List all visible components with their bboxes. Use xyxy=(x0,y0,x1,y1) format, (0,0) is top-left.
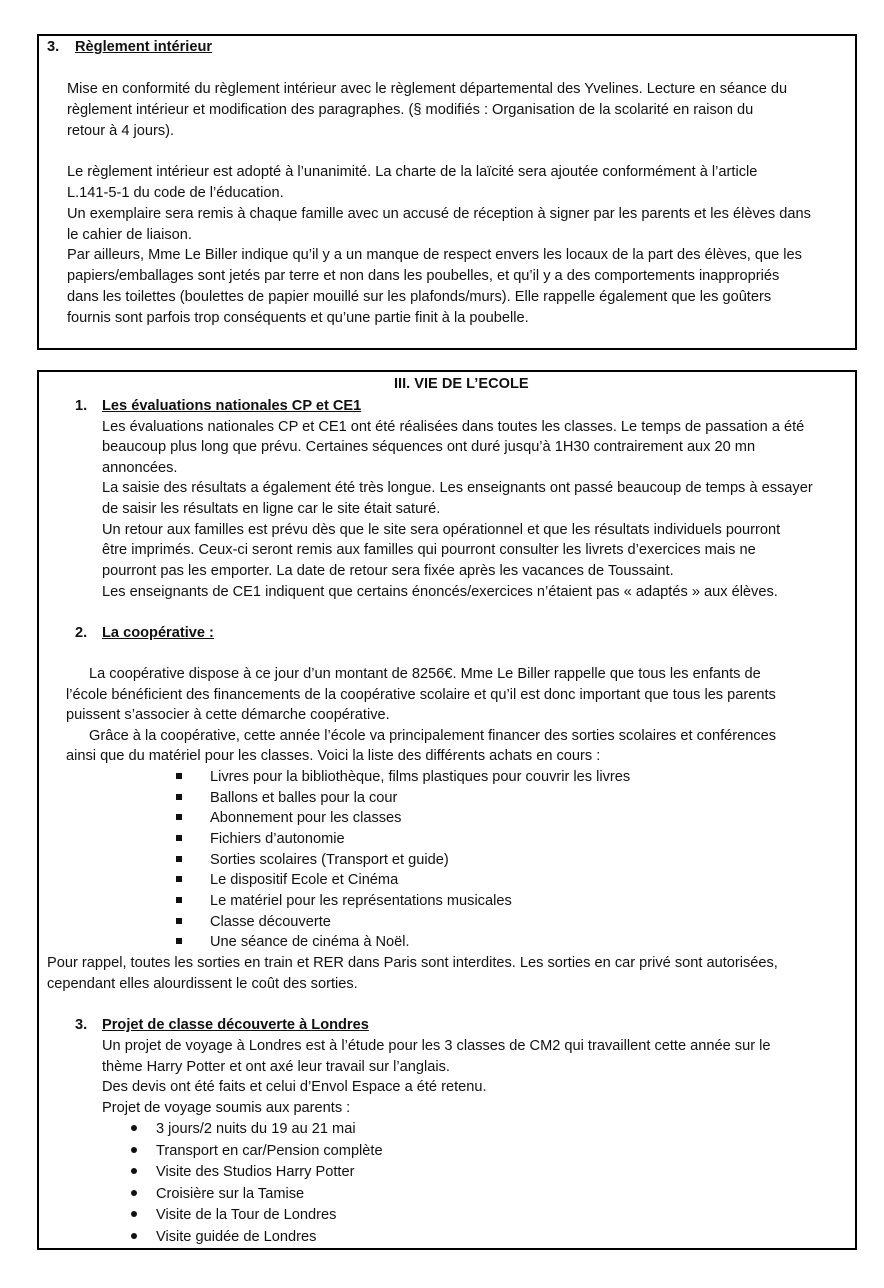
round-bullet-icon xyxy=(131,1233,137,1239)
square-bullet-icon xyxy=(176,814,182,820)
list-item: Croisière sur la Tamise xyxy=(156,1186,305,1202)
paragraph-line: Les enseignants de CE1 indiquent que certains énoncés/exercices n’étaient pas « adaptés » aux élèves. xyxy=(102,584,778,600)
paragraph-line: L.141-5-1 du code de l’éducation. xyxy=(67,185,284,201)
square-bullet-icon xyxy=(176,856,182,862)
square-bullet-icon xyxy=(176,773,182,779)
round-bullet-icon xyxy=(131,1168,137,1174)
list-item: Transport en car/Pension complète xyxy=(156,1143,383,1159)
square-bullet-icon xyxy=(176,918,182,924)
list-item: Abonnement pour les classes xyxy=(210,810,402,826)
paragraph-line: puissent s’associer à cette démarche coopérative. xyxy=(66,707,390,723)
paragraph-line: Des devis ont été faits et celui d’Envol Espace a été retenu. xyxy=(102,1079,487,1095)
paragraph-line: cependant elles alourdissent le coût des sorties. xyxy=(47,976,358,992)
list-item: Le dispositif Ecole et Cinéma xyxy=(210,872,399,888)
paragraph-line: thème Harry Potter et ont axé leur travail sur l’anglais. xyxy=(102,1059,450,1075)
round-bullet-icon xyxy=(131,1211,137,1217)
paragraph-line: ainsi que du matériel pour les classes. Voici la liste des différents achats en cours : xyxy=(66,748,601,764)
list-item: Visite de la Tour de Londres xyxy=(156,1207,337,1223)
paragraph-line: règlement intérieur et modification des paragraphes. (§ modifiés : Organisation de la scolarité en raison du xyxy=(67,102,754,118)
paragraph-line: Projet de voyage soumis aux parents : xyxy=(102,1100,351,1116)
paragraph-line: Un projet de voyage à Londres est à l’étude pour les 3 classes de CM2 qui travaillent cette année sur le xyxy=(102,1038,771,1054)
list-item: Sorties scolaires (Transport et guide) xyxy=(210,852,449,868)
subsection-title: Les évaluations nationales CP et CE1 xyxy=(102,398,362,414)
round-bullet-icon xyxy=(131,1147,137,1153)
square-bullet-icon xyxy=(176,897,182,903)
list-item: Le matériel pour les représentations musicales xyxy=(210,893,512,909)
paragraph-line: pourront pas les emporter. La date de retour sera fixée après les vacances de Toussaint. xyxy=(102,563,674,579)
section-title: Règlement intérieur xyxy=(75,39,213,55)
paragraph-line: Un retour aux familles est prévu dès que le site sera opérationnel et que les résultats individuels pourront xyxy=(102,522,781,538)
subsection-number: 2. xyxy=(75,625,88,641)
square-bullet-icon xyxy=(176,876,182,882)
list-item: 3 jours/2 nuits du 19 au 21 mai xyxy=(156,1121,356,1137)
paragraph-line: papiers/emballages sont jetés par terre et non dans les poubelles, et qu’il y a des comportements inappropriés xyxy=(67,268,780,284)
round-bullet-icon xyxy=(131,1190,137,1196)
list-item: Visite guidée de Londres xyxy=(156,1229,317,1245)
square-bullet-icon xyxy=(176,794,182,800)
paragraph-line: La saisie des résultats a également été très longue. Les enseignants ont passé beaucoup de temps à essayer xyxy=(102,480,813,496)
round-bullet-icon xyxy=(131,1125,137,1131)
paragraph-line: Grâce à la coopérative, cette année l’école va principalement financer des sorties scolaires et conférences xyxy=(89,728,777,744)
subsection-title: La coopérative : xyxy=(102,625,214,641)
paragraph-line: fournis sont parfois trop conséquents et qu’une partie finit à la poubelle. xyxy=(67,310,529,326)
paragraph-line: dans les toilettes (boulettes de papier mouillé sur les plafonds/murs). Elle rappelle également que les goûters xyxy=(67,289,772,305)
paragraph-line: de saisir les résultats en ligne car le site était saturé. xyxy=(102,501,441,517)
square-bullet-icon xyxy=(176,938,182,944)
section-number: 3. xyxy=(47,39,60,55)
list-item: Visite des Studios Harry Potter xyxy=(156,1164,355,1180)
paragraph-line: être imprimés. Ceux-ci seront remis aux familles qui pourront consulter les livrets d’exercices mais ne xyxy=(102,542,756,558)
paragraph-line: Mise en conformité du règlement intérieur avec le règlement départemental des Yvelines. Lecture en séance du xyxy=(67,81,788,97)
paragraph-line: Un exemplaire sera remis à chaque famille avec un accusé de réception à signer par les parents et les élèves dans xyxy=(67,206,811,222)
list-item: Une séance de cinéma à Noël. xyxy=(210,934,410,950)
square-bullet-icon xyxy=(176,835,182,841)
paragraph-line: l’école bénéficient des financements de la coopérative scolaire et qu’il est donc important que tous les parents xyxy=(66,687,776,703)
list-item: Fichiers d’autonomie xyxy=(210,831,345,847)
subsection-number: 1. xyxy=(75,398,88,414)
section-heading: III. VIE DE L’ECOLE xyxy=(394,376,529,392)
list-item: Ballons et balles pour la cour xyxy=(210,790,398,806)
paragraph-line: retour à 4 jours). xyxy=(67,123,175,139)
subsection-title: Projet de classe découverte à Londres xyxy=(102,1017,369,1033)
paragraph-line: beaucoup plus long que prévu. Certaines séquences ont duré jusqu’à 1H30 contrairement aux 20 mn xyxy=(102,439,756,455)
paragraph-line: annoncées. xyxy=(102,460,178,476)
paragraph-line: Pour rappel, toutes les sorties en train et RER dans Paris sont interdites. Les sorties en car privé sont autorisées, xyxy=(47,955,778,971)
list-item: Livres pour la bibliothèque, films plastiques pour couvrir les livres xyxy=(210,769,631,785)
paragraph-line: Les évaluations nationales CP et CE1 ont été réalisées dans toutes les classes. Le temps de passation a été xyxy=(102,419,805,435)
list-item: Classe découverte xyxy=(210,914,331,930)
paragraph-line: le cahier de liaison. xyxy=(67,227,192,243)
subsection-number: 3. xyxy=(75,1017,88,1033)
paragraph-line: Le règlement intérieur est adopté à l’unanimité. La charte de la laïcité sera ajoutée conformément à l’article xyxy=(67,164,758,180)
paragraph-line: Par ailleurs, Mme Le Biller indique qu’il y a un manque de respect envers les locaux de la part des élèves, que les xyxy=(67,247,802,263)
paragraph-line: La coopérative dispose à ce jour d’un montant de 8256€. Mme Le Biller rappelle que tous les enfants de xyxy=(89,666,761,682)
